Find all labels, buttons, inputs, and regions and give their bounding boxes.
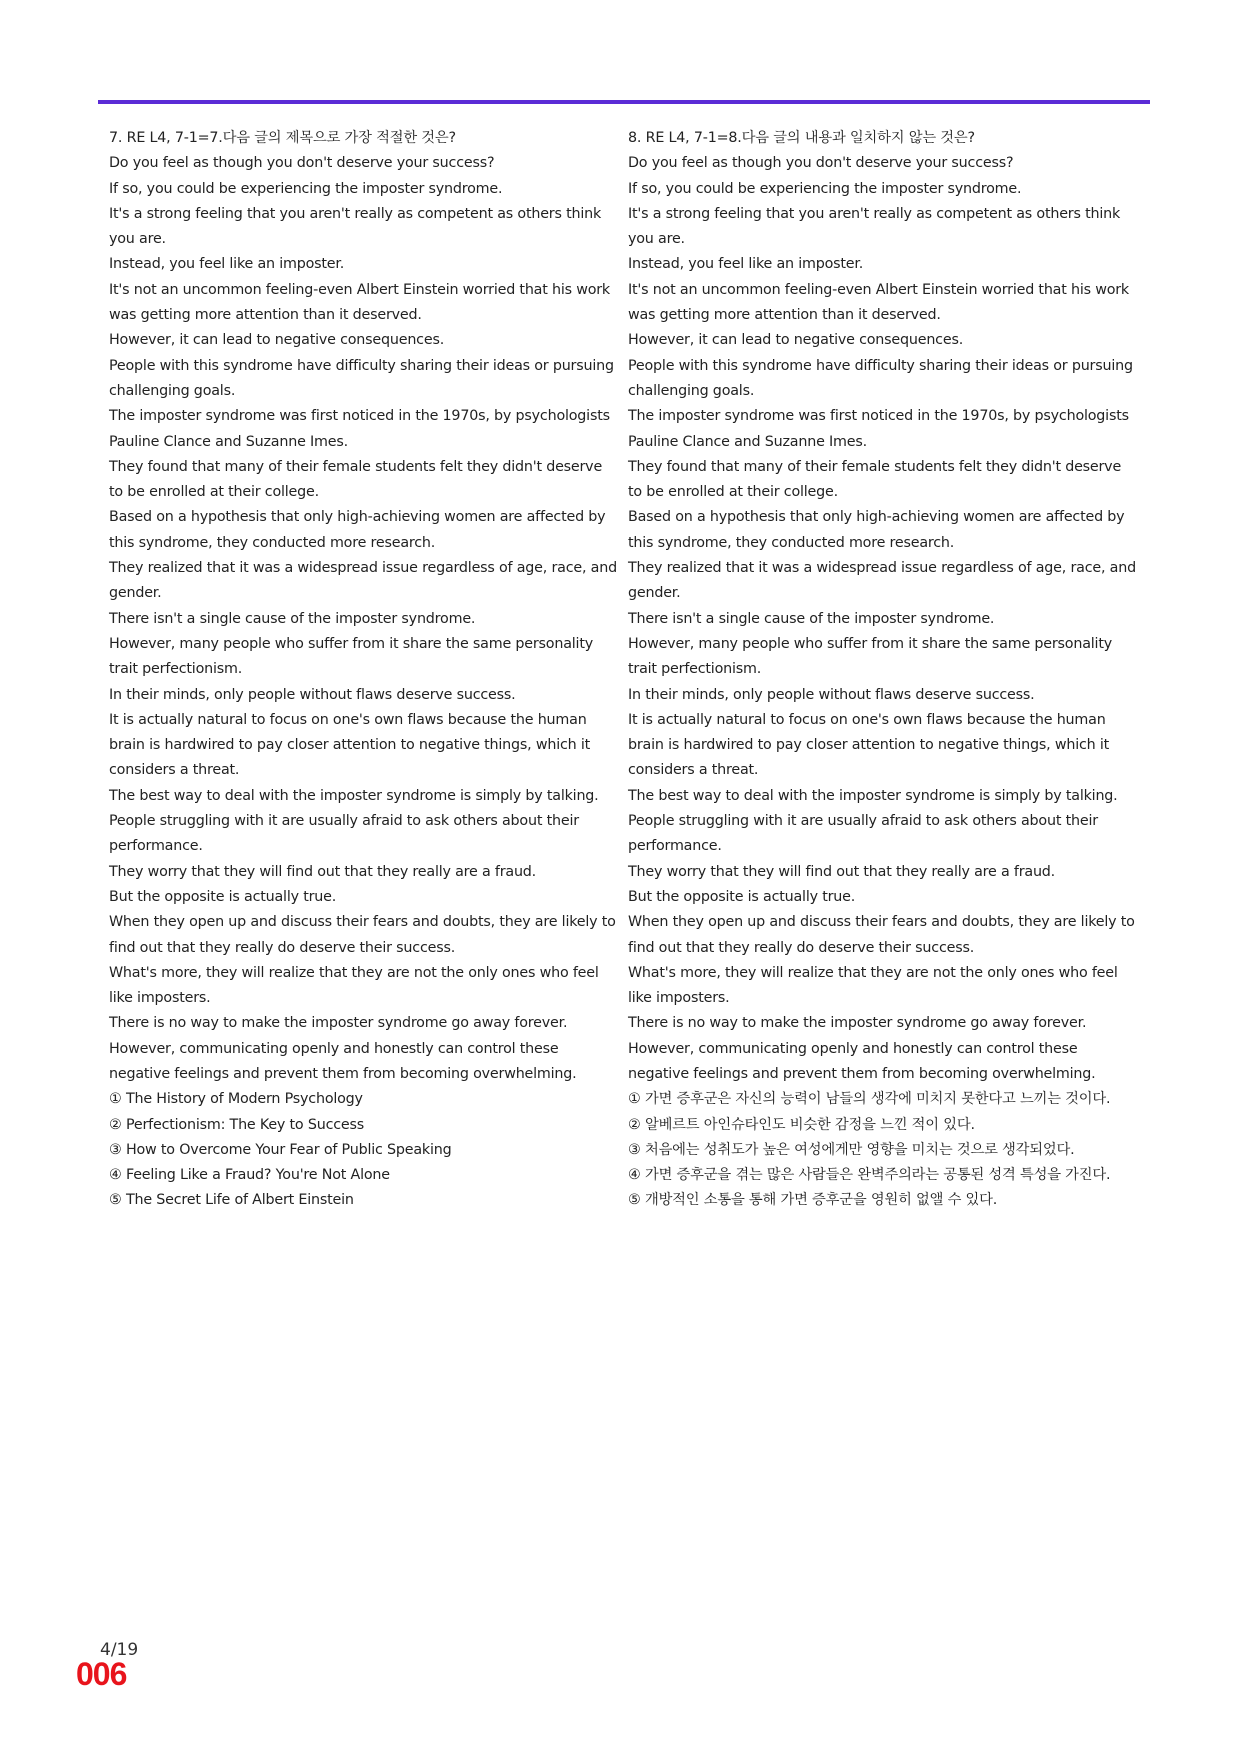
passage-sentence: However, many people who suffer from it share the same personality trait perfectionism. xyxy=(109,635,593,678)
passage-sentence: However, many people who suffer from it share the same personality trait perfectionism. xyxy=(628,635,1112,678)
passage-sentence: In their minds, only people without flaws deserve success. xyxy=(109,686,516,703)
answer-option-5: ⑤ The Secret Life of Albert Einstein xyxy=(109,1192,354,1209)
page-code: 006 xyxy=(76,1656,127,1692)
passage-sentence: It's a strong feeling that you aren't really as competent as others think you are. xyxy=(109,205,602,248)
passage-sentence: If so, you could be experiencing the imposter syndrome. xyxy=(109,180,503,197)
passage-sentence: Based on a hypothesis that only high-achieving women are affected by this syndrome, they conducted more research. xyxy=(109,509,606,551)
passage-sentence: In their minds, only people without flaws deserve success. xyxy=(628,686,1035,703)
passage-sentence: Do you feel as though you don't deserve your success? xyxy=(109,155,495,172)
passage-sentence: However, communicating openly and honestly can control these negative feelings and prevent them from becoming overwhelming. xyxy=(628,1040,1096,1082)
passage-sentence: When they open up and discuss their fears and doubts, they are likely to find out that they really do deserve their success. xyxy=(109,914,616,956)
passage-sentence: They realized that it was a widespread issue regardless of age, race, and gender. xyxy=(628,560,1136,602)
page-number: 4/19 xyxy=(100,1640,139,1660)
answer-option-2: ② 알베르트 아인슈타인도 비슷한 감정을 느낀 적이 있다. xyxy=(628,1116,975,1133)
question-7-column xyxy=(109,126,619,1214)
passage-sentence: The best way to deal with the imposter syndrome is simply by talking. xyxy=(628,787,1118,804)
answer-option-3: ③ 처음에는 성취도가 높은 여성에게만 영향을 미치는 것으로 생각되었다. xyxy=(628,1141,1075,1158)
answer-option-4: ④ Feeling Like a Fraud? You're Not Alone xyxy=(109,1167,390,1184)
question-7-options xyxy=(109,1087,619,1213)
answer-option-2: ② Perfectionism: The Key to Success xyxy=(109,1116,364,1133)
answer-option-3: ③ How to Overcome Your Fear of Public Speaking xyxy=(109,1141,452,1158)
passage-sentence: There isn't a single cause of the imposter syndrome. xyxy=(109,610,476,627)
passage-sentence: The best way to deal with the imposter syndrome is simply by talking. xyxy=(109,787,599,804)
passage-sentence: Based on a hypothesis that only high-achieving women are affected by this syndrome, they conducted more research. xyxy=(628,509,1125,551)
passage-sentence: They realized that it was a widespread issue regardless of age, race, and gender. xyxy=(109,560,617,602)
answer-option-5: ⑤ 개방적인 소통을 통해 가면 증후군을 영원히 없앨 수 있다. xyxy=(628,1192,998,1209)
passage-sentence: It's a strong feeling that you aren't really as competent as others think you are. xyxy=(628,205,1121,248)
header-rule xyxy=(98,100,1150,104)
answer-option-4: ④ 가면 증후군을 겪는 많은 사람들은 완벽주의라는 공통된 성격 특성을 가진다. xyxy=(628,1167,1111,1184)
passage-sentence: If so, you could be experiencing the imposter syndrome. xyxy=(628,180,1022,197)
passage-sentence: It is actually natural to focus on one's own flaws because the human brain is hardwired to pay closer attention to negative things, which it considers a threat. xyxy=(109,711,591,779)
passage-sentence: People struggling with it are usually afraid to ask others about their performance. xyxy=(628,813,1098,855)
passage-sentence: People struggling with it are usually afraid to ask others about their performance. xyxy=(109,813,579,855)
passage-sentence: What's more, they will realize that they are not the only ones who feel like imposters. xyxy=(628,964,1118,1007)
passage-sentence: What's more, they will realize that they are not the only ones who feel like imposters. xyxy=(109,964,599,1007)
passage-sentence: The imposter syndrome was first noticed in the 1970s, by psychologists Pauline Clance and Suzanne Imes. xyxy=(628,408,1129,450)
answer-option-1: ① 가면 증후군은 자신의 능력이 남들의 생각에 미치지 못한다고 느끼는 것이다. xyxy=(628,1091,1111,1108)
passage-sentence: People with this syndrome have difficulty sharing their ideas or pursuing challenging goals. xyxy=(109,357,614,399)
passage-sentence: The imposter syndrome was first noticed in the 1970s, by psychologists Pauline Clance and Suzanne Imes. xyxy=(109,408,610,450)
question-7-passage xyxy=(109,151,619,1087)
passage-sentence: They worry that they will find out that they really are a fraud. xyxy=(628,863,1056,880)
passage-sentence: Do you feel as though you don't deserve your success? xyxy=(628,155,1014,172)
answer-option-1: ① The History of Modern Psychology xyxy=(109,1091,363,1108)
passage-sentence: Instead, you feel like an imposter. xyxy=(109,256,345,273)
passage-sentence: There is no way to make the imposter syndrome go away forever. xyxy=(628,1015,1087,1032)
passage-sentence: Instead, you feel like an imposter. xyxy=(628,256,864,273)
passage-sentence: They worry that they will find out that they really are a fraud. xyxy=(109,863,537,880)
passage-sentence: However, communicating openly and honestly can control these negative feelings and prevent them from becoming overwhelming. xyxy=(109,1040,577,1082)
passage-sentence: They found that many of their female students felt they didn't deserve to be enrolled at their college. xyxy=(109,458,603,501)
passage-sentence: But the opposite is actually true. xyxy=(109,888,337,905)
passage-sentence: It's not an uncommon feeling-even Albert Einstein worried that his work was getting more attention than it deserved. xyxy=(628,281,1130,324)
passage-sentence: People with this syndrome have difficulty sharing their ideas or pursuing challenging goals. xyxy=(628,357,1133,399)
passage-sentence: It is actually natural to focus on one's own flaws because the human brain is hardwired to pay closer attention to negative things, which it considers a threat. xyxy=(628,711,1110,779)
question-8-options xyxy=(628,1087,1138,1213)
passage-sentence: But the opposite is actually true. xyxy=(628,888,856,905)
passage-sentence: They found that many of their female students felt they didn't deserve to be enrolled at their college. xyxy=(628,458,1122,501)
passage-sentence: However, it can lead to negative consequences. xyxy=(109,332,445,349)
passage-sentence: When they open up and discuss their fears and doubts, they are likely to find out that they really do deserve their success. xyxy=(628,914,1135,956)
passage-sentence: There is no way to make the imposter syndrome go away forever. xyxy=(109,1015,568,1032)
question-8-title: 8. RE L4, 7-1=8.다음 글의 내용과 일치하지 않는 것은? xyxy=(628,130,975,146)
passage-sentence: However, it can lead to negative consequences. xyxy=(628,332,964,349)
question-7-title: 7. RE L4, 7-1=7.다음 글의 제목으로 가장 적절한 것은? xyxy=(109,130,456,146)
question-8-column xyxy=(628,126,1138,1214)
passage-sentence: It's not an uncommon feeling-even Albert Einstein worried that his work was getting more attention than it deserved. xyxy=(109,281,611,324)
question-8-passage xyxy=(628,151,1138,1087)
passage-sentence: There isn't a single cause of the imposter syndrome. xyxy=(628,610,995,627)
